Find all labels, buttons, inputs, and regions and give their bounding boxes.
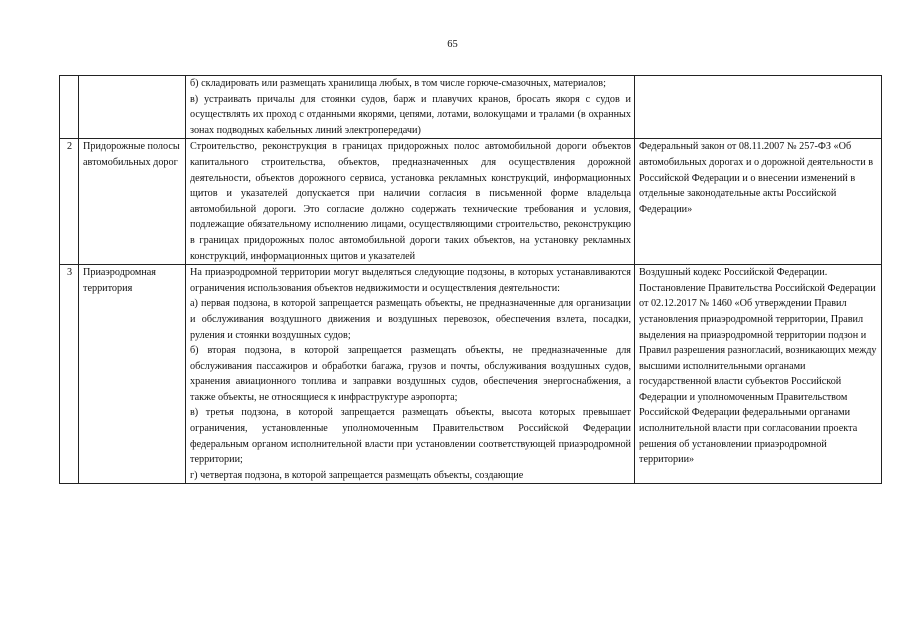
zone-name: Придорожные полосы автомобильных дорог [79,139,186,265]
row-number: 2 [60,139,79,265]
restriction-paragraph: Строительство, реконструкция в границах придорожных полос автомобильной дороги объектов капитального строительства, объектов, предназначенных для осуществления дорожной деятельности, объектов дорожного сервиса, установка рекламных конструкций, информационных щитов и указателей допускается при наличии согласия в письменной форме владельца автомобильной дороги. Это согласие должно содержать технические требования и условия, подлежащие обязательному исполнению лицами, осуществляющими строительство, реконструкцию в границах придорожных полос автомобильной дороги таких объектов, на установку рекламных конструкций, информационных щитов и указателей [190,141,631,262]
restrictions-text [186,139,635,265]
page-number: 65 [447,39,458,50]
table-row [60,76,882,139]
table-row [60,265,882,484]
restriction-paragraph: На приаэродромной территории могут выделяться следующие подзоны, в которых устанавливаются ограничения использования объектов недвижимости и осуществления деятельности: [190,267,631,294]
row-number [60,76,79,139]
row-number: 3 [60,265,79,484]
legal-basis: Воздушный кодекс Российской Федерации. Постановление Правительства Российской Федерации от 02.12.2017 № 1460 «Об утверждении Правил установления приаэродромной территории, Правил выделения на приаэродромной территории подзон и Правил разрешения разногласий, возникающих между высшими исполнительными органами государственной власти субъектов Российской Федерации и уполномоченным Правительством Российской Федерации федеральными органами исполнительной власти при согласовании проекта решения об установлении приаэродромной территории» [635,265,882,484]
restriction-paragraph: в) третья подзона, в которой запрещается размещать объекты, высота которых превышает ограничения, установленные уполномоченным Правительством Российской Федерации федеральным органом исполнительной власти при установлении соответствующей приаэродромной территории; [190,407,631,466]
table-row [60,139,882,265]
restriction-paragraph: г) четвертая подзона, в которой запрещается размещать объекты, создающие [190,469,524,481]
zone-name: Приаэродромная территория [79,265,186,484]
restriction-paragraph: а) первая подзона, в которой запрещается размещать объекты, не предназначенные для организации и обслуживания воздушного движения и воздушных перевозок, обеспечения взлета, посадки, руления и стоянки воздушных судов; [190,298,631,341]
restriction-paragraph: б) складировать или размещать хранилища любых, в том числе горюче-смазочных, материалов; [190,78,606,89]
legal-basis: Федеральный закон от 08.11.2007 № 257-ФЗ «Об автомобильных дорогах и о дорожной деятельности в Российской Федерации и о внесении изменений в отдельные законодательные акты Российской Федерации» [635,139,882,265]
restrictions-text [186,265,635,484]
restrictions-text [186,76,635,139]
zone-name [79,76,186,139]
legal-basis [635,76,882,139]
restriction-paragraph: б) вторая подзона, в которой запрещается размещать объекты, не предназначенные для обслуживания пассажиров и обработки багажа, грузов и почты, обслуживания воздушных судов, хранения авиационного топлива и заправки воздушных судов, обеспечения энергоснабжения, а также объекты, не относящиеся к инфраструктуре аэропорта; [190,345,631,403]
restriction-paragraph: в) устраивать причалы для стоянки судов, барж и плавучих кранов, бросать якоря с судов и осуществлять их проход с отданными якорями, цепями, лотами, волокущами и тралами (в охранных зонах подводных кабельных линий электропередачи) [190,93,631,136]
restrictions-table [59,75,882,484]
